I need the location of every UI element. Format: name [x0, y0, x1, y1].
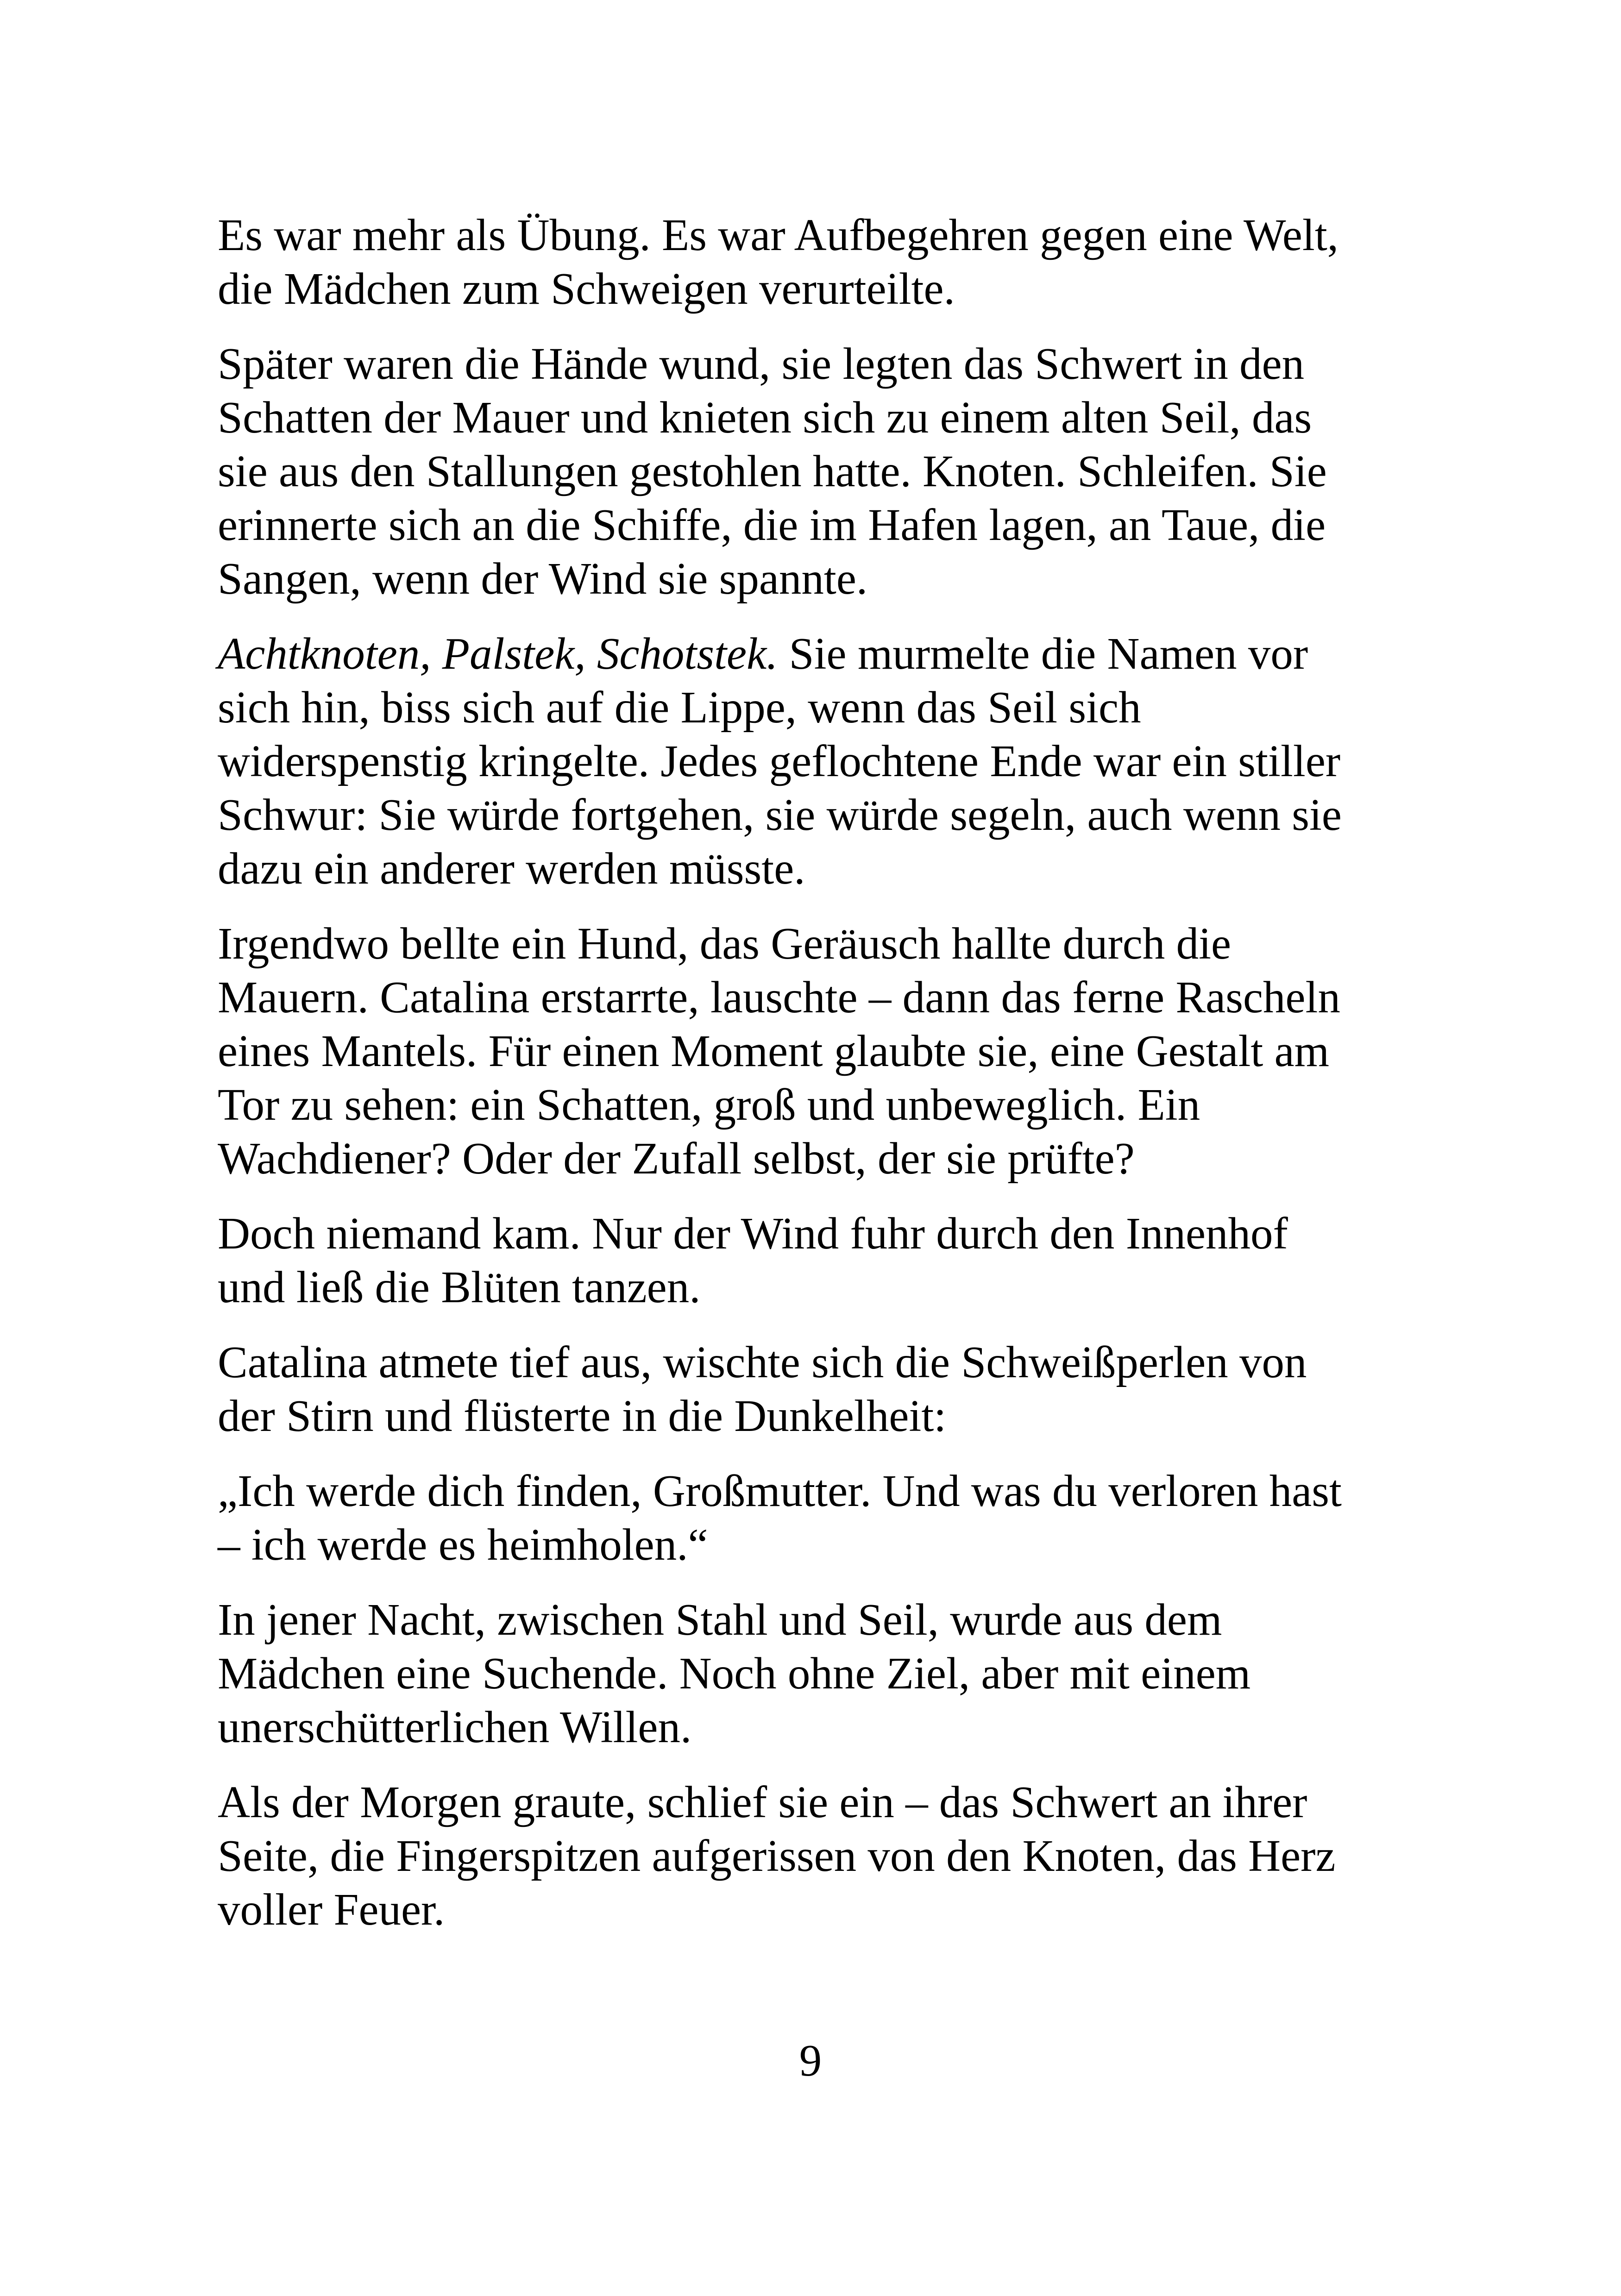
page-number: 9	[799, 2036, 822, 2085]
text-line: und ließ die Blüten tanzen.	[218, 1262, 701, 1312]
text-line: Catalina atmete tief aus, wischte sich die Schweißperlen von	[218, 1337, 1307, 1387]
paragraph-9	[218, 1775, 1403, 1937]
text-line: dazu ein anderer werden müsste.	[218, 844, 805, 893]
text-line: Schatten der Mauer und knieten sich zu einem alten Seil, das	[218, 393, 1312, 442]
paragraph-2	[218, 337, 1403, 606]
paragraph-4	[218, 917, 1403, 1186]
paragraph-8	[218, 1593, 1403, 1754]
text-line: widerspenstig kringelte. Jedes geflochtene Ende war ein stiller	[218, 736, 1341, 786]
text-line: Doch niemand kam. Nur der Wind fuhr durch den Innenhof	[218, 1209, 1288, 1258]
text-line: die Mädchen zum Schweigen verurteilte.	[218, 264, 955, 314]
body-text	[218, 208, 1403, 1958]
text-line: Mädchen eine Suchende. Noch ohne Ziel, aber mit einem	[218, 1649, 1251, 1698]
paragraph-6	[218, 1336, 1403, 1443]
text-line: Später waren die Hände wund, sie legten das Schwert in den	[218, 339, 1305, 389]
text-line-mixed	[218, 627, 1403, 681]
italic-knot-names: Achtknoten, Palstek, Schotstek.	[218, 629, 778, 678]
text-line: Tor zu sehen: ein Schatten, groß und unbeweglich. Ein	[218, 1080, 1200, 1129]
text-line: „Ich werde dich finden, Großmutter. Und was du verloren hast	[218, 1466, 1342, 1516]
paragraph-3	[218, 627, 1403, 896]
text-line: Irgendwo bellte ein Hund, das Geräusch hallte durch die	[218, 919, 1231, 968]
paragraph-5	[218, 1207, 1403, 1314]
paragraph-1	[218, 208, 1403, 316]
text-line: – ich werde es heimholen.“	[218, 1520, 708, 1569]
text-line: eines Mantels. Für einen Moment glaubte sie, eine Gestalt am	[218, 1026, 1330, 1076]
text-span: Sie murmelte die Namen vor	[778, 629, 1308, 678]
text-line: Schwur: Sie würde fortgehen, sie würde segeln, auch wenn sie	[218, 790, 1342, 840]
text-line: Als der Morgen graute, schlief sie ein – das Schwert an ihrer	[218, 1777, 1307, 1827]
text-line: In jener Nacht, zwischen Stahl und Seil, wurde aus dem	[218, 1595, 1222, 1644]
paragraph-7-quote	[218, 1464, 1403, 1572]
text-line: voller Feuer.	[218, 1885, 445, 1934]
text-line: sich hin, biss sich auf die Lippe, wenn das Seil sich	[218, 683, 1141, 732]
text-line: Wachdiener? Oder der Zufall selbst, der sie prüfte?	[218, 1134, 1135, 1183]
text-line: Seite, die Fingerspitzen aufgerissen von den Knoten, das Herz	[218, 1831, 1336, 1881]
text-line: sie aus den Stallungen gestohlen hatte. Knoten. Schleifen. Sie	[218, 446, 1327, 496]
text-line: unerschütterlichen Willen.	[218, 1702, 692, 1752]
text-line: erinnerte sich an die Schiffe, die im Hafen lagen, an Taue, die	[218, 500, 1326, 550]
text-line: Mauern. Catalina erstarrte, lauschte – dann das ferne Rascheln	[218, 972, 1341, 1022]
text-line: Es war mehr als Übung. Es war Aufbegehren gegen eine Welt,	[218, 210, 1339, 260]
text-line: der Stirn und flüsterte in die Dunkelheit:	[218, 1391, 947, 1441]
text-line: Sangen, wenn der Wind sie spannte.	[218, 554, 868, 603]
